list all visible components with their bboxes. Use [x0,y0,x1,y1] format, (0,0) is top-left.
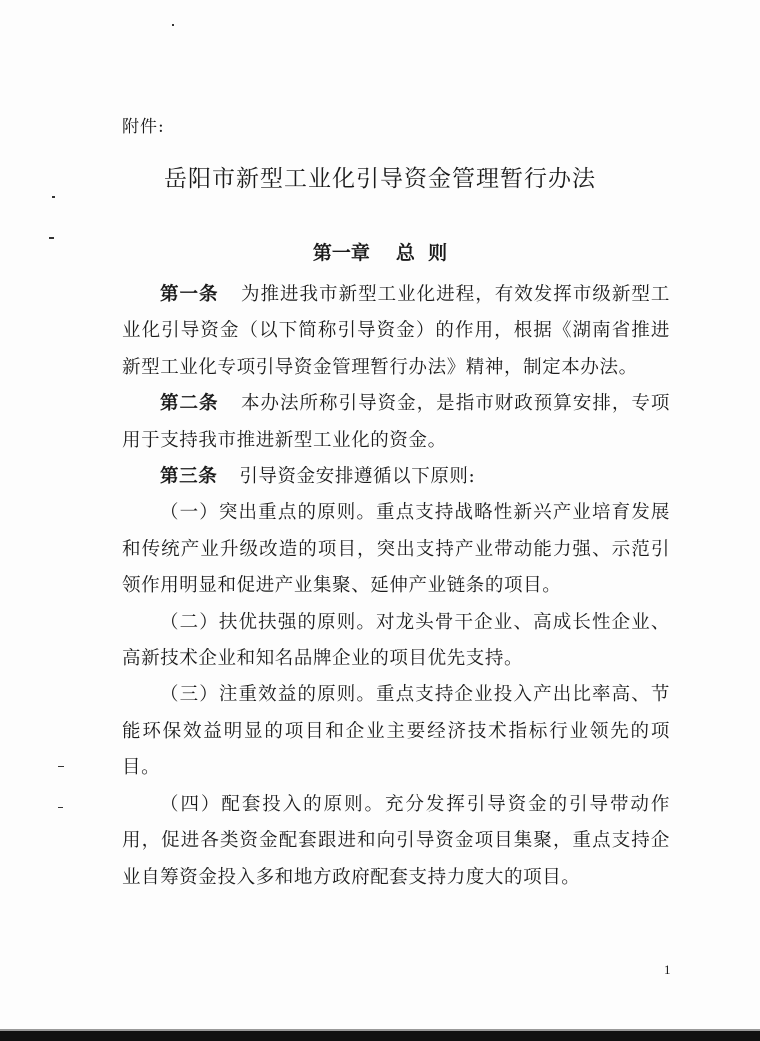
document-body [122,277,670,896]
scan-mark [52,196,55,198]
principle-3: （三）注重效益的原则。重点支持企业投入产出比率高、节能环保效益明显的项目和企业主要经济技术指标行业领先的项目。 [122,684,670,779]
chapter-name: 总 则 [395,242,448,264]
article-2 [122,386,670,459]
article-label: 第三条 [160,466,218,488]
scan-mark [172,24,174,26]
scan-mark [58,807,63,808]
chapter-number: 第一章 [312,242,370,264]
scan-mark [58,766,64,767]
article-text: 为推进我市新型工业化进程，有效发挥市级新型工业化引导资金（以下简称引导资金）的作用，根据《湖南省推进新型工业化专项引导资金管理暂行办法》精神，制定本办法。 [122,284,670,378]
chapter-heading [0,238,760,265]
principle-1: （一）突出重点的原则。重点支持战略性新兴产业培育发展和传统产业升级改造的项目，突出支持产业带动能力强、示范引领作用明显和促进产业集聚、延伸产业链条的项目。 [122,502,670,597]
article-text: 本办法所称引导资金，是指市财政预算安排，专项用于支持我市推进新型工业化的资金。 [122,393,670,451]
principle-2: （二）扶优扶强的原则。对龙头骨干企业、高成长性企业、高新技术企业和知名品牌企业的项目优先支持。 [122,611,670,670]
article-1 [122,277,670,386]
attachment-label: 附件: [122,117,165,137]
article-label: 第一条 [160,284,219,305]
document-title: 岳阳市新型工业化引导资金管理暂行办法 [164,166,596,192]
page-number: 1 [664,962,671,977]
article-3 [122,459,670,495]
article-text: 引导资金安排遵循以下原则: [239,466,476,488]
scan-edge [0,1031,760,1041]
principle-4: （四）配套投入的原则。充分发挥引导资金的引导带动作用，促进各类资金配套跟进和向引导资金项目集聚，重点支持企业自筹资金投入多和地方政府配套支持力度大的项目。 [122,793,670,888]
article-label: 第二条 [160,393,219,415]
